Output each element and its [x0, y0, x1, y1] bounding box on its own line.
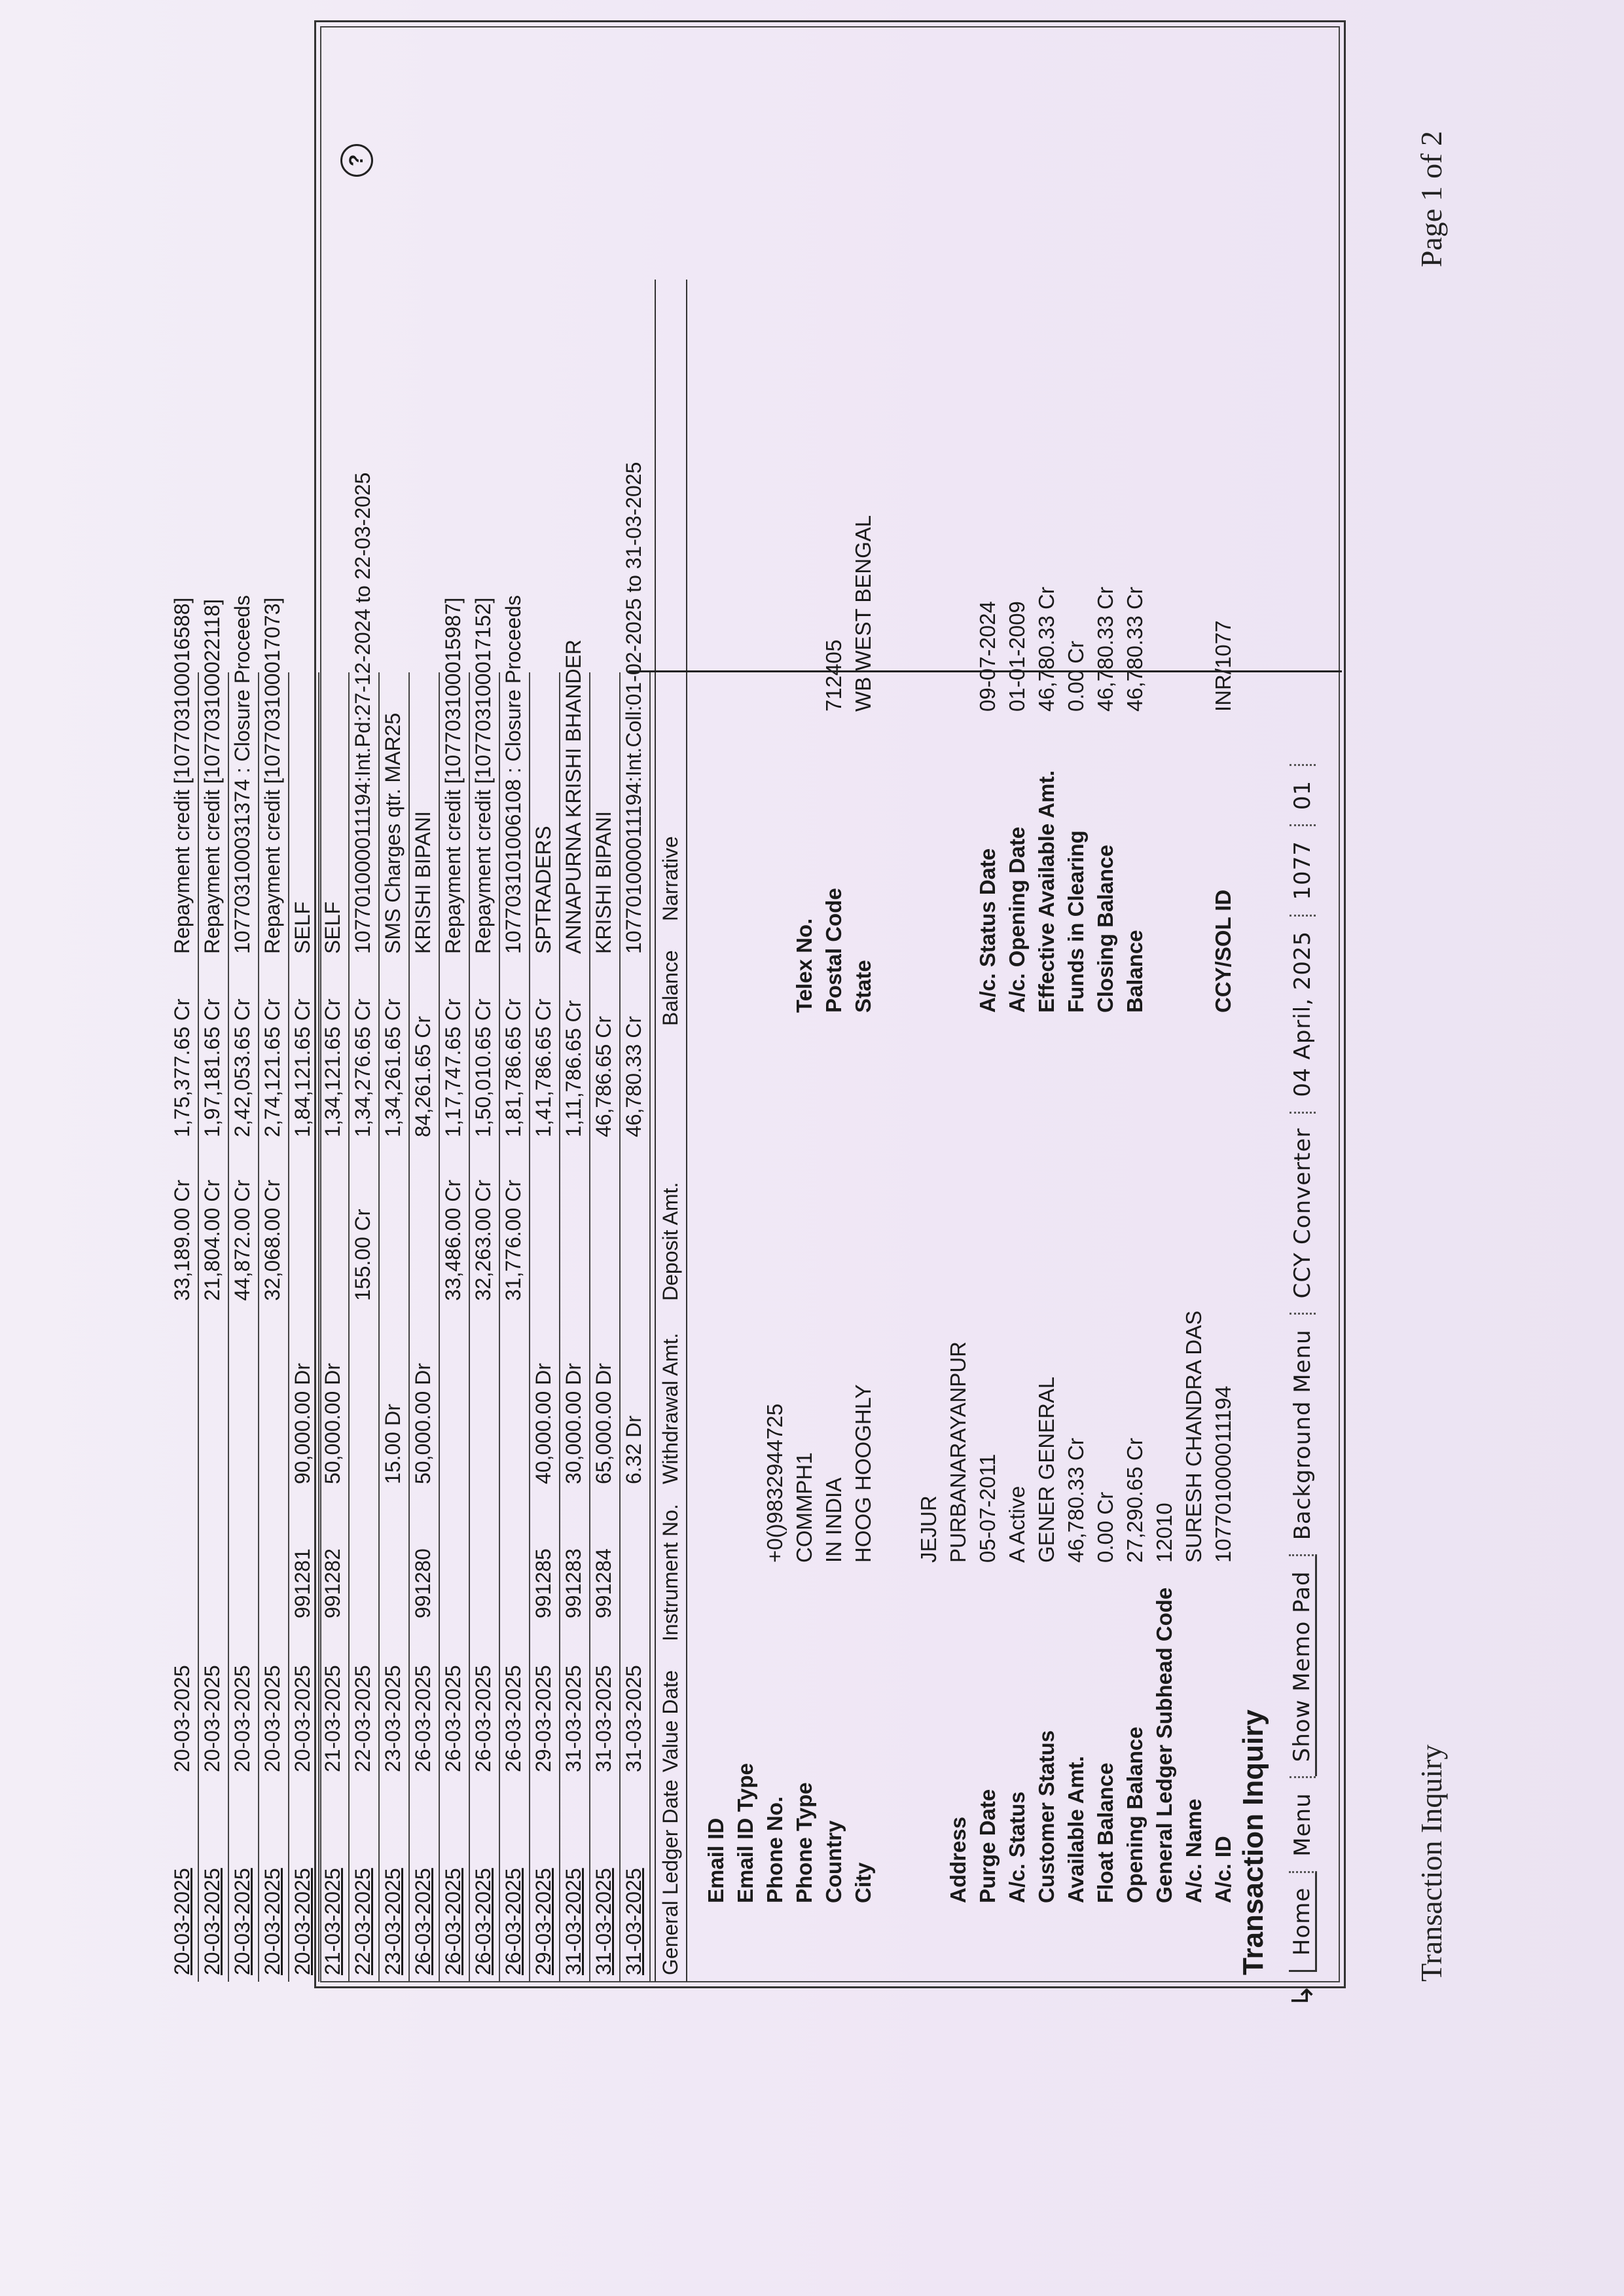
row-divider — [469, 672, 470, 1982]
cell-balance: 1,84,121.65 Cr — [291, 998, 314, 1137]
value-address-line1: PURBANARAYANPUR — [946, 1341, 970, 1563]
nav-date: 04 April, 2025 — [1290, 915, 1316, 1112]
cell-value-date: 20-03-2025 — [291, 1665, 314, 1772]
cell-narrative: Repayment credit [107703100022118] — [200, 598, 224, 954]
cell-value-date: 29-03-2025 — [532, 1665, 555, 1772]
value-phone-type: COMMPH1 — [792, 1452, 816, 1563]
cell-value-date: 20-03-2025 — [230, 1665, 254, 1772]
col-gl-date: General Ledger Date — [659, 1779, 682, 1975]
cell-value-date: 20-03-2025 — [261, 1665, 284, 1772]
cell-balance: 1,97,181.65 Cr — [200, 998, 224, 1137]
col-balance: Balance — [659, 950, 682, 1026]
col-value-date: Value Date — [659, 1670, 682, 1772]
cell-instrument-no: 991284 — [592, 1548, 615, 1618]
value-available-amt: 46,780.33 Cr — [1064, 1438, 1088, 1563]
value-state: WB WEST BENGAL — [851, 515, 875, 712]
page-count: Page 1 of 2 — [1415, 131, 1448, 268]
cell-value-date: 26-03-2025 — [441, 1665, 465, 1772]
row-divider — [228, 672, 229, 1982]
cell-gl-date[interactable]: 20-03-2025 — [261, 1868, 284, 1975]
col-narrative: Narrative — [659, 836, 682, 921]
cell-balance: 1,41,786.65 Cr — [532, 998, 555, 1137]
cell-value-date: 26-03-2025 — [471, 1665, 495, 1772]
cell-value-date: 20-03-2025 — [170, 1665, 194, 1772]
row-divider — [348, 672, 350, 1982]
value-city: HOOG HOOGHLY — [851, 1384, 875, 1563]
cell-narrative: SELF — [321, 901, 344, 954]
cell-value-date: 20-03-2025 — [200, 1665, 224, 1772]
cell-withdrawal-amt: 40,000.00 Dr — [532, 1362, 555, 1484]
cell-balance: 1,81,786.65 Cr — [501, 998, 525, 1137]
value-ccy-sol-id: INR/1077 — [1211, 620, 1235, 712]
label-state: State — [851, 960, 875, 1013]
label-effective-available: Effective Available Amt. — [1034, 770, 1058, 1013]
row-divider — [318, 672, 319, 1982]
label-gl-subhead: General Ledger Subhead Code — [1152, 1587, 1176, 1903]
value-ac-opening-date: 01-01-2009 — [1005, 601, 1029, 712]
cell-deposit-amt: 33,189.00 Cr — [170, 1179, 194, 1301]
return-arrow-icon[interactable]: ↳ — [1286, 1984, 1320, 2008]
cell-balance: 1,34,121.65 Cr — [321, 998, 344, 1137]
value-opening-balance: 27,290.65 Cr — [1123, 1438, 1147, 1563]
value-gl-subhead: 12010 — [1152, 1503, 1176, 1563]
value-country: IN INDIA — [821, 1477, 846, 1563]
cell-narrative: 107703101006108 : Closure Proceeds — [501, 595, 525, 954]
print-doc-title: Transaction Inquiry — [1415, 1744, 1448, 1982]
label-ac-name: A/c. Name — [1182, 1798, 1206, 1903]
cell-value-date: 26-03-2025 — [411, 1665, 435, 1772]
cell-withdrawal-amt: 15.00 Dr — [381, 1404, 405, 1484]
row-divider — [439, 672, 440, 1982]
cell-withdrawal-amt: 50,000.00 Dr — [321, 1362, 344, 1484]
cell-narrative: SMS Charges qtr. MAR25 — [381, 712, 405, 954]
cell-gl-date[interactable]: 23-03-2025 — [381, 1868, 405, 1975]
cell-narrative: Repayment credit [107703100015987] — [441, 597, 465, 954]
cell-deposit-amt: 21,804.00 Cr — [200, 1179, 224, 1301]
cell-gl-date[interactable]: 31-03-2025 — [622, 1868, 645, 1975]
top-nav — [1283, 306, 1322, 2008]
cell-value-date: 22-03-2025 — [351, 1665, 374, 1772]
label-float-balance: Float Balance — [1093, 1762, 1117, 1903]
cell-narrative: 107701000011194:Int.Pd:27-12-2024 to 22-03-2025 — [351, 472, 374, 954]
label-ac-id: A/c. ID — [1211, 1836, 1235, 1903]
label-phone-no: Phone No. — [763, 1796, 787, 1903]
help-icon[interactable]: ? — [340, 144, 373, 177]
value-phone-no: +0()9832944725 — [763, 1403, 787, 1563]
label-country: Country — [821, 1820, 846, 1903]
row-divider — [408, 672, 410, 1982]
row-divider — [649, 672, 651, 1982]
cell-gl-date[interactable]: 26-03-2025 — [471, 1868, 495, 1975]
label-balance: Balance — [1123, 930, 1147, 1013]
label-email-id: Email ID — [704, 1817, 728, 1903]
cell-gl-date[interactable]: 20-03-2025 — [291, 1868, 314, 1975]
cell-balance: 1,11,786.65 Cr — [562, 1000, 585, 1137]
cell-narrative: KRISHI BIPANI — [411, 811, 435, 954]
label-purge-date: Purge Date — [975, 1789, 1000, 1903]
col-instrument-no: Instrument No. — [659, 1504, 682, 1641]
col-withdrawal-amt: Withdrawal Amt. — [659, 1332, 682, 1484]
label-phone-type: Phone Type — [792, 1782, 816, 1903]
cell-gl-date[interactable]: 20-03-2025 — [200, 1868, 224, 1975]
cell-gl-date[interactable]: 29-03-2025 — [532, 1868, 555, 1975]
cell-balance: 1,34,276.65 Cr — [351, 998, 374, 1137]
cell-gl-date[interactable]: 26-03-2025 — [411, 1868, 435, 1975]
row-divider — [499, 672, 500, 1982]
value-ac-status-date: 09-07-2024 — [975, 601, 1000, 712]
cell-gl-date[interactable]: 20-03-2025 — [230, 1868, 254, 1975]
cell-value-date: 31-03-2025 — [622, 1665, 645, 1772]
value-closing-balance: 46,780.33 Cr — [1093, 587, 1117, 712]
cell-gl-date[interactable]: 26-03-2025 — [501, 1868, 525, 1975]
cell-value-date: 31-03-2025 — [562, 1665, 585, 1772]
value-ac-id: 107701000011194 — [1211, 1385, 1235, 1563]
cell-value-date: 21-03-2025 — [321, 1665, 344, 1772]
col-deposit-amt: Deposit Amt. — [659, 1182, 682, 1301]
label-closing-balance: Closing Balance — [1093, 845, 1117, 1013]
cell-instrument-no: 991282 — [321, 1548, 344, 1618]
row-divider — [619, 672, 621, 1982]
label-funds-in-clearing: Funds in Clearing — [1064, 830, 1088, 1013]
label-address: Address — [946, 1816, 970, 1903]
cell-withdrawal-amt: 65,000.00 Dr — [592, 1362, 615, 1484]
cell-narrative: 107701000011194:Int.Coll:01-02-2025 to 31-03-2025 — [622, 462, 645, 954]
label-postal-code: Postal Code — [821, 888, 846, 1013]
nav-menu[interactable]: Menu — [1290, 1776, 1316, 1870]
cell-deposit-amt: 32,068.00 Cr — [261, 1179, 284, 1301]
cell-balance: 46,786.65 Cr — [592, 1015, 615, 1137]
cell-balance: 2,74,121.65 Cr — [261, 998, 284, 1137]
narrative-right-border — [628, 670, 1342, 672]
cell-deposit-amt: 155.00 Cr — [351, 1209, 374, 1301]
value-float-balance: 0.00 Cr — [1093, 1491, 1117, 1563]
nav-home[interactable]: Home — [1289, 1871, 1317, 1972]
cell-balance: 1,75,377.65 Cr — [170, 998, 194, 1137]
row-divider — [258, 672, 259, 1982]
cell-deposit-amt: 33,486.00 Cr — [441, 1179, 465, 1301]
value-customer-status: GENER GENERAL — [1034, 1376, 1058, 1563]
cell-gl-date[interactable]: 20-03-2025 — [170, 1868, 194, 1975]
cell-instrument-no: 991283 — [562, 1548, 585, 1618]
nav-user: 01 — [1290, 764, 1316, 824]
label-available-amt: Available Amt. — [1064, 1756, 1088, 1903]
label-customer-status: Customer Status — [1034, 1730, 1058, 1903]
page-title: Transaction Inquiry — [1237, 1709, 1269, 1975]
cell-withdrawal-amt: 30,000.00 Dr — [562, 1362, 585, 1484]
cell-narrative: Repayment credit [107703100016588] — [170, 597, 194, 954]
cell-balance: 1,34,261.65 Cr — [381, 998, 405, 1137]
cell-value-date: 23-03-2025 — [381, 1665, 405, 1772]
value-balance: 46,780.33 Cr — [1123, 587, 1147, 712]
label-opening-balance: Opening Balance — [1123, 1726, 1147, 1903]
cell-value-date: 26-03-2025 — [501, 1665, 525, 1772]
label-email-id-type: Email ID Type — [733, 1763, 757, 1903]
label-ccy-sol-id: CCY/SOL ID — [1211, 889, 1235, 1013]
label-telex-no: Telex No. — [792, 918, 816, 1013]
cell-narrative: SPTRADERS — [532, 826, 555, 954]
cell-narrative: SELF — [291, 901, 314, 954]
row-divider — [529, 672, 530, 1982]
value-ac-status: A Active — [1005, 1485, 1029, 1563]
cell-gl-date[interactable]: 26-03-2025 — [441, 1868, 465, 1975]
value-ac-name: SURESH CHANDRA DAS — [1182, 1310, 1206, 1563]
cell-narrative: 107703100031374 : Closure Proceeds — [230, 595, 254, 954]
label-ac-status: A/c. Status — [1005, 1791, 1029, 1903]
nav-show-memo-pad[interactable]: Show Memo Pad — [1289, 1554, 1317, 1776]
cell-gl-date[interactable]: 22-03-2025 — [351, 1868, 374, 1975]
cell-balance: 2,42,053.65 Cr — [230, 998, 254, 1137]
cell-gl-date[interactable]: 21-03-2025 — [321, 1868, 344, 1975]
cell-withdrawal-amt: 6.32 Dr — [622, 1415, 645, 1484]
cell-narrative: KRISHI BIPANI — [592, 811, 615, 954]
cell-deposit-amt: 32,263.00 Cr — [471, 1179, 495, 1301]
value-purge-date: 05-07-2011 — [975, 1453, 1000, 1563]
row-divider — [288, 672, 289, 1982]
cell-balance: 1,17,747.65 Cr — [441, 998, 465, 1137]
label-city: City — [851, 1862, 875, 1903]
value-address-line2: JEJUR — [916, 1495, 941, 1563]
cell-gl-date[interactable]: 31-03-2025 — [562, 1868, 585, 1975]
cell-instrument-no: 991280 — [411, 1548, 435, 1618]
row-divider — [198, 672, 199, 1982]
cell-deposit-amt: 44,872.00 Cr — [230, 1179, 254, 1301]
cell-narrative: ANNAPURNA KRISHI BHANDER — [562, 639, 585, 954]
nav-sol: 1077 — [1290, 824, 1316, 915]
nav-background-menu[interactable]: Background Menu — [1290, 1313, 1316, 1554]
value-postal-code: 712405 — [821, 639, 846, 712]
print-header — [1414, 131, 1466, 1982]
cell-balance: 84,261.65 Cr — [411, 1015, 435, 1137]
cell-balance: 46,780.33 Cr — [622, 1015, 645, 1137]
value-effective-available: 46,780.33 Cr — [1034, 587, 1058, 712]
cell-withdrawal-amt: 50,000.00 Dr — [411, 1362, 435, 1484]
cell-instrument-no: 991281 — [291, 1548, 314, 1618]
cell-withdrawal-amt: 90,000.00 Dr — [291, 1362, 314, 1484]
transactions-header — [655, 280, 687, 1982]
cell-value-date: 31-03-2025 — [592, 1665, 615, 1772]
cell-balance: 1,50,010.65 Cr — [471, 998, 495, 1137]
cell-deposit-amt: 31,776.00 Cr — [501, 1179, 525, 1301]
cell-narrative: Repayment credit [107703100017073] — [261, 597, 284, 954]
cell-instrument-no: 991285 — [532, 1548, 555, 1618]
value-funds-in-clearing: 0.00 Cr — [1064, 640, 1088, 712]
row-divider — [559, 672, 560, 1982]
label-ac-opening-date: A/c. Opening Date — [1005, 826, 1029, 1013]
label-ac-status-date: A/c. Status Date — [975, 848, 1000, 1013]
cell-narrative: Repayment credit [107703100017152] — [471, 597, 495, 954]
row-divider — [378, 672, 380, 1982]
nav-ccy-converter[interactable]: CCY Converter — [1290, 1112, 1316, 1313]
cell-gl-date[interactable]: 31-03-2025 — [592, 1868, 615, 1975]
row-divider — [589, 672, 590, 1982]
